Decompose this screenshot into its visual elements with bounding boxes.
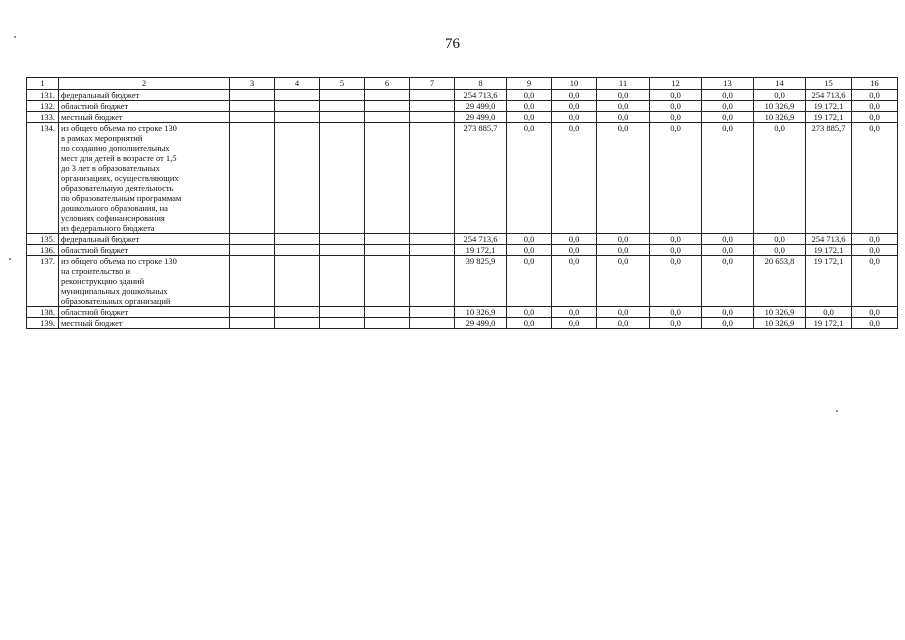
empty-cell-col-3 (230, 307, 275, 318)
value-cell-9: 0,0 (507, 90, 552, 101)
empty-cell-col-6 (365, 307, 410, 318)
value-cell-14: 10 326,9 (754, 112, 806, 123)
value-cell-8: 254 713,6 (455, 234, 507, 245)
empty-cell-col-6 (365, 256, 410, 307)
empty-cell-col-4 (275, 90, 320, 101)
value-cell-13: 0,0 (702, 245, 754, 256)
column-header-16: 16 (852, 78, 898, 90)
column-header-15: 15 (806, 78, 852, 90)
value-cell-16: 0,0 (852, 256, 898, 307)
value-cell-13: 0,0 (702, 123, 754, 234)
value-cell-13: 0,0 (702, 307, 754, 318)
description-line: условиях софинансирования (61, 213, 165, 223)
empty-cell-col-7 (410, 123, 455, 234)
value-cell-8: 29 499,0 (455, 101, 507, 112)
value-cell-10: 0,0 (552, 90, 597, 101)
value-cell-8: 39 825,9 (455, 256, 507, 307)
value-cell-10: 0,0 (552, 101, 597, 112)
table-header (27, 78, 898, 90)
empty-cell-col-3 (230, 256, 275, 307)
empty-cell-col-4 (275, 112, 320, 123)
column-header-4: 4 (275, 78, 320, 90)
value-cell-14: 0,0 (754, 123, 806, 234)
row-number: 136. (27, 245, 59, 256)
empty-cell-col-6 (365, 112, 410, 123)
description-line: местный бюджет (61, 318, 123, 328)
description-line: областной бюджет (61, 245, 129, 255)
empty-cell-col-4 (275, 318, 320, 329)
empty-cell-col-3 (230, 318, 275, 329)
row-description (59, 318, 230, 329)
value-cell-10: 0,0 (552, 318, 597, 329)
empty-cell-col-7 (410, 256, 455, 307)
column-header-13: 13 (702, 78, 754, 90)
empty-cell-col-5 (320, 123, 365, 234)
row-description (59, 123, 230, 234)
budget-table (26, 77, 898, 329)
value-cell-16: 0,0 (852, 123, 898, 234)
description-line: дошкольного образования, на (61, 203, 168, 213)
value-cell-15: 0,0 (806, 307, 852, 318)
empty-cell-col-5 (320, 112, 365, 123)
description-line: на строительство и (61, 266, 131, 276)
column-header-11: 11 (597, 78, 650, 90)
scan-speck (9, 258, 11, 260)
value-cell-9: 0,0 (507, 123, 552, 234)
value-cell-14: 20 653,8 (754, 256, 806, 307)
value-cell-11: 0,0 (597, 318, 650, 329)
value-cell-8: 29 499,0 (455, 318, 507, 329)
value-cell-12: 0,0 (650, 245, 702, 256)
header-row (27, 78, 898, 90)
value-cell-12: 0,0 (650, 318, 702, 329)
value-cell-16: 0,0 (852, 101, 898, 112)
empty-cell-col-3 (230, 90, 275, 101)
value-cell-12: 0,0 (650, 123, 702, 234)
description-line: муниципальных дошкольных (61, 286, 168, 296)
description-line: федеральный бюджет (61, 90, 140, 100)
column-header-14: 14 (754, 78, 806, 90)
empty-cell-col-5 (320, 256, 365, 307)
empty-cell-col-3 (230, 112, 275, 123)
value-cell-14: 0,0 (754, 234, 806, 245)
value-cell-16: 0,0 (852, 245, 898, 256)
value-cell-15: 19 172,1 (806, 318, 852, 329)
value-cell-15: 19 172,1 (806, 256, 852, 307)
empty-cell-col-5 (320, 318, 365, 329)
description-line: образовательную деятельность (61, 183, 174, 193)
value-cell-15: 273 885,7 (806, 123, 852, 234)
row-number: 139. (27, 318, 59, 329)
value-cell-10: 0,0 (552, 256, 597, 307)
value-cell-14: 10 326,9 (754, 101, 806, 112)
empty-cell-col-4 (275, 307, 320, 318)
description-line: федеральный бюджет (61, 234, 140, 244)
empty-cell-col-6 (365, 101, 410, 112)
description-line: по образовательным программам (61, 193, 182, 203)
table-row (27, 318, 898, 329)
description-line: в рамках мероприятий (61, 133, 143, 143)
value-cell-13: 0,0 (702, 90, 754, 101)
row-description (59, 245, 230, 256)
value-cell-10: 0,0 (552, 123, 597, 234)
description-line: до 3 лет в образовательных (61, 163, 160, 173)
row-description (59, 90, 230, 101)
empty-cell-col-3 (230, 245, 275, 256)
value-cell-11: 0,0 (597, 256, 650, 307)
empty-cell-col-5 (320, 307, 365, 318)
value-cell-8: 273 885,7 (455, 123, 507, 234)
description-line: образовательных организаций (61, 296, 171, 306)
empty-cell-col-5 (320, 245, 365, 256)
column-header-5: 5 (320, 78, 365, 90)
value-cell-15: 254 713,6 (806, 90, 852, 101)
value-cell-12: 0,0 (650, 101, 702, 112)
page-number: 76 (445, 36, 460, 52)
value-cell-12: 0,0 (650, 112, 702, 123)
table-row (27, 307, 898, 318)
value-cell-9: 0,0 (507, 112, 552, 123)
value-cell-13: 0,0 (702, 318, 754, 329)
value-cell-11: 0,0 (597, 307, 650, 318)
empty-cell-col-3 (230, 101, 275, 112)
value-cell-15: 19 172,1 (806, 112, 852, 123)
value-cell-8: 19 172,1 (455, 245, 507, 256)
value-cell-10: 0,0 (552, 307, 597, 318)
description-line: областной бюджет (61, 101, 129, 111)
value-cell-12: 0,0 (650, 307, 702, 318)
value-cell-13: 0,0 (702, 112, 754, 123)
row-description (59, 112, 230, 123)
value-cell-16: 0,0 (852, 234, 898, 245)
value-cell-11: 0,0 (597, 123, 650, 234)
empty-cell-col-3 (230, 123, 275, 234)
row-number: 132. (27, 101, 59, 112)
value-cell-15: 254 713,6 (806, 234, 852, 245)
value-cell-9: 0,0 (507, 234, 552, 245)
value-cell-13: 0,0 (702, 256, 754, 307)
column-header-3: 3 (230, 78, 275, 90)
row-description (59, 101, 230, 112)
empty-cell-col-6 (365, 234, 410, 245)
column-header-12: 12 (650, 78, 702, 90)
value-cell-12: 0,0 (650, 234, 702, 245)
value-cell-11: 0,0 (597, 234, 650, 245)
value-cell-11: 0,0 (597, 90, 650, 101)
row-number: 131. (27, 90, 59, 101)
table-row (27, 112, 898, 123)
description-line: по созданию дополнительных (61, 143, 170, 153)
row-number: 138. (27, 307, 59, 318)
value-cell-13: 0,0 (702, 234, 754, 245)
value-cell-14: 10 326,9 (754, 318, 806, 329)
empty-cell-col-7 (410, 90, 455, 101)
description-line: организациях, осуществляющих (61, 173, 179, 183)
value-cell-9: 0,0 (507, 245, 552, 256)
value-cell-15: 19 172,1 (806, 245, 852, 256)
column-header-10: 10 (552, 78, 597, 90)
column-header-2: 2 (59, 78, 230, 90)
row-number: 137. (27, 256, 59, 307)
empty-cell-col-7 (410, 245, 455, 256)
column-header-8: 8 (455, 78, 507, 90)
empty-cell-col-7 (410, 112, 455, 123)
description-line: из общего объема по строке 130 (61, 123, 177, 133)
value-cell-11: 0,0 (597, 245, 650, 256)
row-description (59, 256, 230, 307)
scan-speck (836, 410, 838, 412)
value-cell-9: 0,0 (507, 307, 552, 318)
row-number: 133. (27, 112, 59, 123)
value-cell-10: 0,0 (552, 112, 597, 123)
row-description (59, 234, 230, 245)
empty-cell-col-6 (365, 245, 410, 256)
table-row (27, 90, 898, 101)
value-cell-16: 0,0 (852, 307, 898, 318)
value-cell-10: 0,0 (552, 234, 597, 245)
table-row (27, 256, 898, 307)
description-line: из общего объема по строке 130 (61, 256, 177, 266)
row-number: 135. (27, 234, 59, 245)
value-cell-13: 0,0 (702, 101, 754, 112)
empty-cell-col-5 (320, 90, 365, 101)
column-header-7: 7 (410, 78, 455, 90)
value-cell-11: 0,0 (597, 101, 650, 112)
table-row (27, 245, 898, 256)
empty-cell-col-5 (320, 234, 365, 245)
value-cell-9: 0,0 (507, 318, 552, 329)
empty-cell-col-7 (410, 307, 455, 318)
empty-cell-col-4 (275, 234, 320, 245)
description-line: областной бюджет (61, 307, 129, 317)
value-cell-14: 0,0 (754, 245, 806, 256)
row-number: 134. (27, 123, 59, 234)
empty-cell-col-6 (365, 90, 410, 101)
empty-cell-col-4 (275, 256, 320, 307)
description-line: из федерального бюджета (61, 223, 155, 233)
empty-cell-col-7 (410, 234, 455, 245)
value-cell-12: 0,0 (650, 90, 702, 101)
empty-cell-col-3 (230, 234, 275, 245)
value-cell-9: 0,0 (507, 101, 552, 112)
empty-cell-col-4 (275, 101, 320, 112)
scan-speck (14, 36, 16, 38)
value-cell-9: 0,0 (507, 256, 552, 307)
empty-cell-col-5 (320, 101, 365, 112)
value-cell-8: 29 499,0 (455, 112, 507, 123)
value-cell-11: 0,0 (597, 112, 650, 123)
row-description (59, 307, 230, 318)
table-row (27, 101, 898, 112)
empty-cell-col-6 (365, 123, 410, 234)
value-cell-10: 0,0 (552, 245, 597, 256)
value-cell-15: 19 172,1 (806, 101, 852, 112)
value-cell-14: 10 326,9 (754, 307, 806, 318)
value-cell-8: 254 713,6 (455, 90, 507, 101)
value-cell-16: 0,0 (852, 112, 898, 123)
empty-cell-col-4 (275, 245, 320, 256)
column-header-6: 6 (365, 78, 410, 90)
table-row (27, 123, 898, 234)
column-header-9: 9 (507, 78, 552, 90)
empty-cell-col-7 (410, 101, 455, 112)
table-row (27, 234, 898, 245)
table-body (27, 90, 898, 329)
value-cell-14: 0,0 (754, 90, 806, 101)
empty-cell-col-4 (275, 123, 320, 234)
empty-cell-col-6 (365, 318, 410, 329)
value-cell-16: 0,0 (852, 90, 898, 101)
description-line: реконструкцию зданий (61, 276, 145, 286)
value-cell-16: 0,0 (852, 318, 898, 329)
description-line: мест для детей в возрасте от 1,5 (61, 153, 177, 163)
description-line: местный бюджет (61, 112, 123, 122)
value-cell-8: 10 326,9 (455, 307, 507, 318)
column-header-1: 1 (27, 78, 59, 90)
value-cell-12: 0,0 (650, 256, 702, 307)
empty-cell-col-7 (410, 318, 455, 329)
